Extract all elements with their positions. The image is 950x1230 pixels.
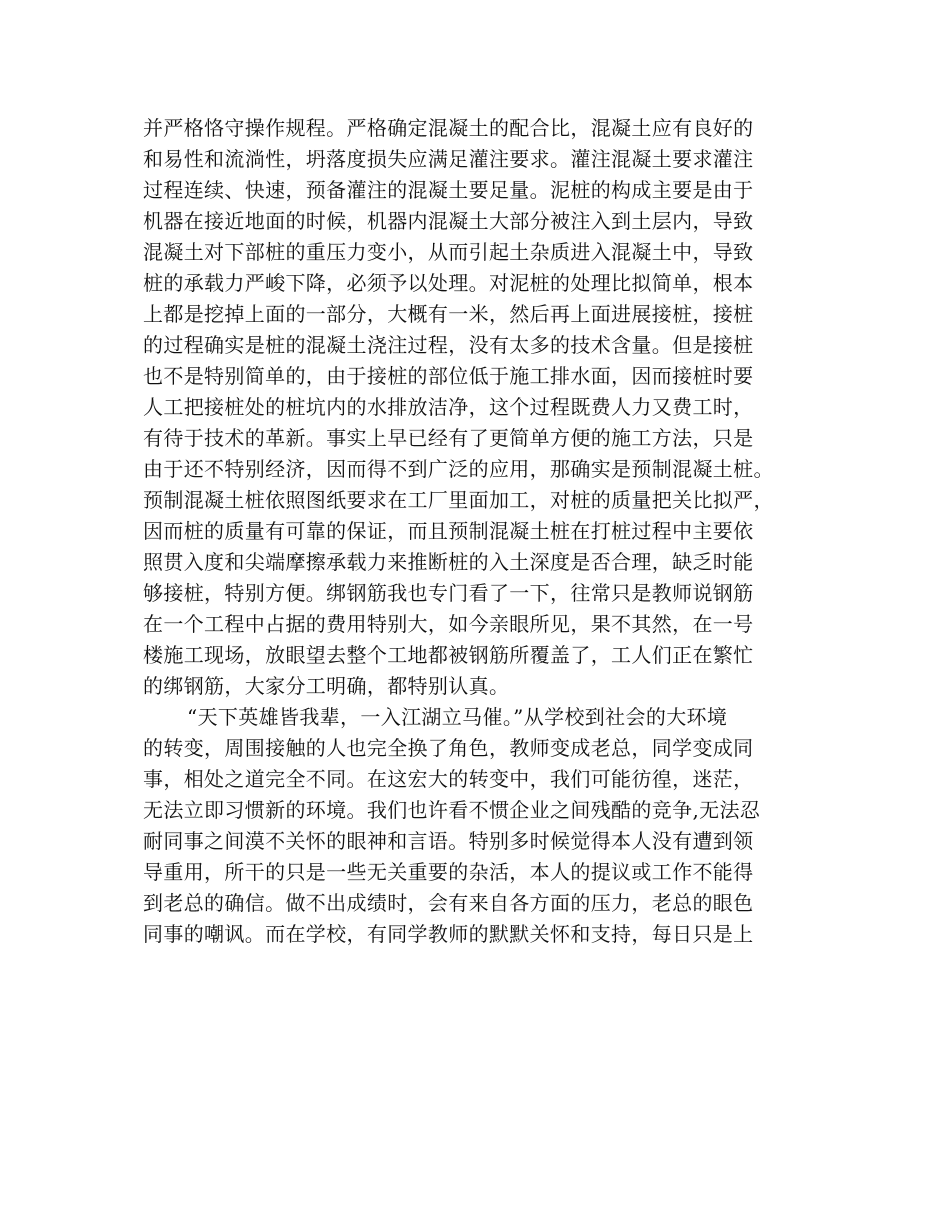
- text-line: 楼施工现场，放眼望去整个工地都被钢筋所覆盖了，工人们正在繁忙: [143, 643, 754, 667]
- text-line: 同事的嘲讽。而在学校，有同学教师的默默关怀和支持，每日只是上: [143, 922, 754, 946]
- paragraph-workplace-transition: [143, 702, 823, 950]
- text-line: 混凝土对下部桩的重压力变小，从而引起土杂质进入混凝土中，导致: [143, 240, 754, 264]
- text-line: 并严格恪守操作规程。严格确定混凝土的配合比，混凝土应有良好的: [143, 116, 754, 140]
- text-line: 由于还不特别经济，因而得不到广泛的应用，那确实是预制混凝土桩。: [143, 457, 774, 481]
- text-line: 在一个工程中占据的费用特别大，如今亲眼所见，果不其然，在一号: [143, 612, 754, 636]
- text-line: 照贯入度和尖端摩擦承载力来推断桩的入土深度是否合理，缺乏时能: [143, 550, 754, 574]
- text-line: 因而桩的质量有可靠的保证，而且预制混凝土桩在打桩过程中主要依: [143, 519, 754, 543]
- text-line: 的绑钢筋，大家分工明确，都特别认真。: [143, 674, 510, 698]
- text-line: 和易性和流淌性，坍落度损失应满足灌注要求。灌注混凝土要求灌注: [143, 147, 754, 171]
- text-line-first: “天下英雄皆我辈，一入江湖立马催。”从学校到社会的大环境: [187, 705, 728, 729]
- text-line: 也不是特别简单的，由于接桩的部位低于施工排水面，因而接桩时要: [143, 364, 754, 388]
- text-line: 上都是挖掉上面的一部分，大概有一米，然后再上面进展接桩，接桩: [143, 302, 754, 326]
- text-line: 机器在接近地面的时候，机器内混凝土大部分被注入到土层内，导致: [143, 209, 754, 233]
- text-line: 事，相处之道完全不同。在这宏大的转变中，我们可能彷徨，迷茫，: [143, 767, 754, 791]
- text-line: 到老总的确信。做不出成绩时，会有来自各方面的压力，老总的眼色: [143, 891, 754, 915]
- text-line: 无法立即习惯新的环境。我们也许看不惯企业之间残酷的竞争,无法忍: [143, 798, 761, 822]
- text-line: 导重用，所干的只是一些无关重要的杂活，本人的提议或工作不能得: [143, 860, 754, 884]
- text-line: 桩的承载力严峻下降，必须予以处理。对泥桩的处理比拟简单，根本: [143, 271, 754, 295]
- text-line: 的转变，周围接触的人也完全换了角色，教师变成老总，同学变成同: [143, 736, 754, 760]
- paragraph-construction-notes: [143, 113, 823, 702]
- text-line: 过程连续、快速，预备灌注的混凝土要足量。泥桩的构成主要是由于: [143, 178, 754, 202]
- document-body: [143, 113, 823, 950]
- text-line: 人工把接桩处的桩坑内的水排放洁净，这个过程既费人力又费工时，: [143, 395, 754, 419]
- text-line: 预制混凝土桩依照图纸要求在工厂里面加工，对桩的质量把关比拟严，: [143, 488, 774, 512]
- text-line: 的过程确实是桩的混凝土浇注过程，没有太多的技术含量。但是接桩: [143, 333, 754, 357]
- text-line: 有待于技术的革新。事实上早已经有了更简单方便的施工方法，只是: [143, 426, 754, 450]
- text-line: 够接桩，特别方便。绑钢筋我也专门看了一下，往常只是教师说钢筋: [143, 581, 754, 605]
- text-line: 耐同事之间漠不关怀的眼神和言语。特别多时候觉得本人没有遭到领: [143, 829, 754, 853]
